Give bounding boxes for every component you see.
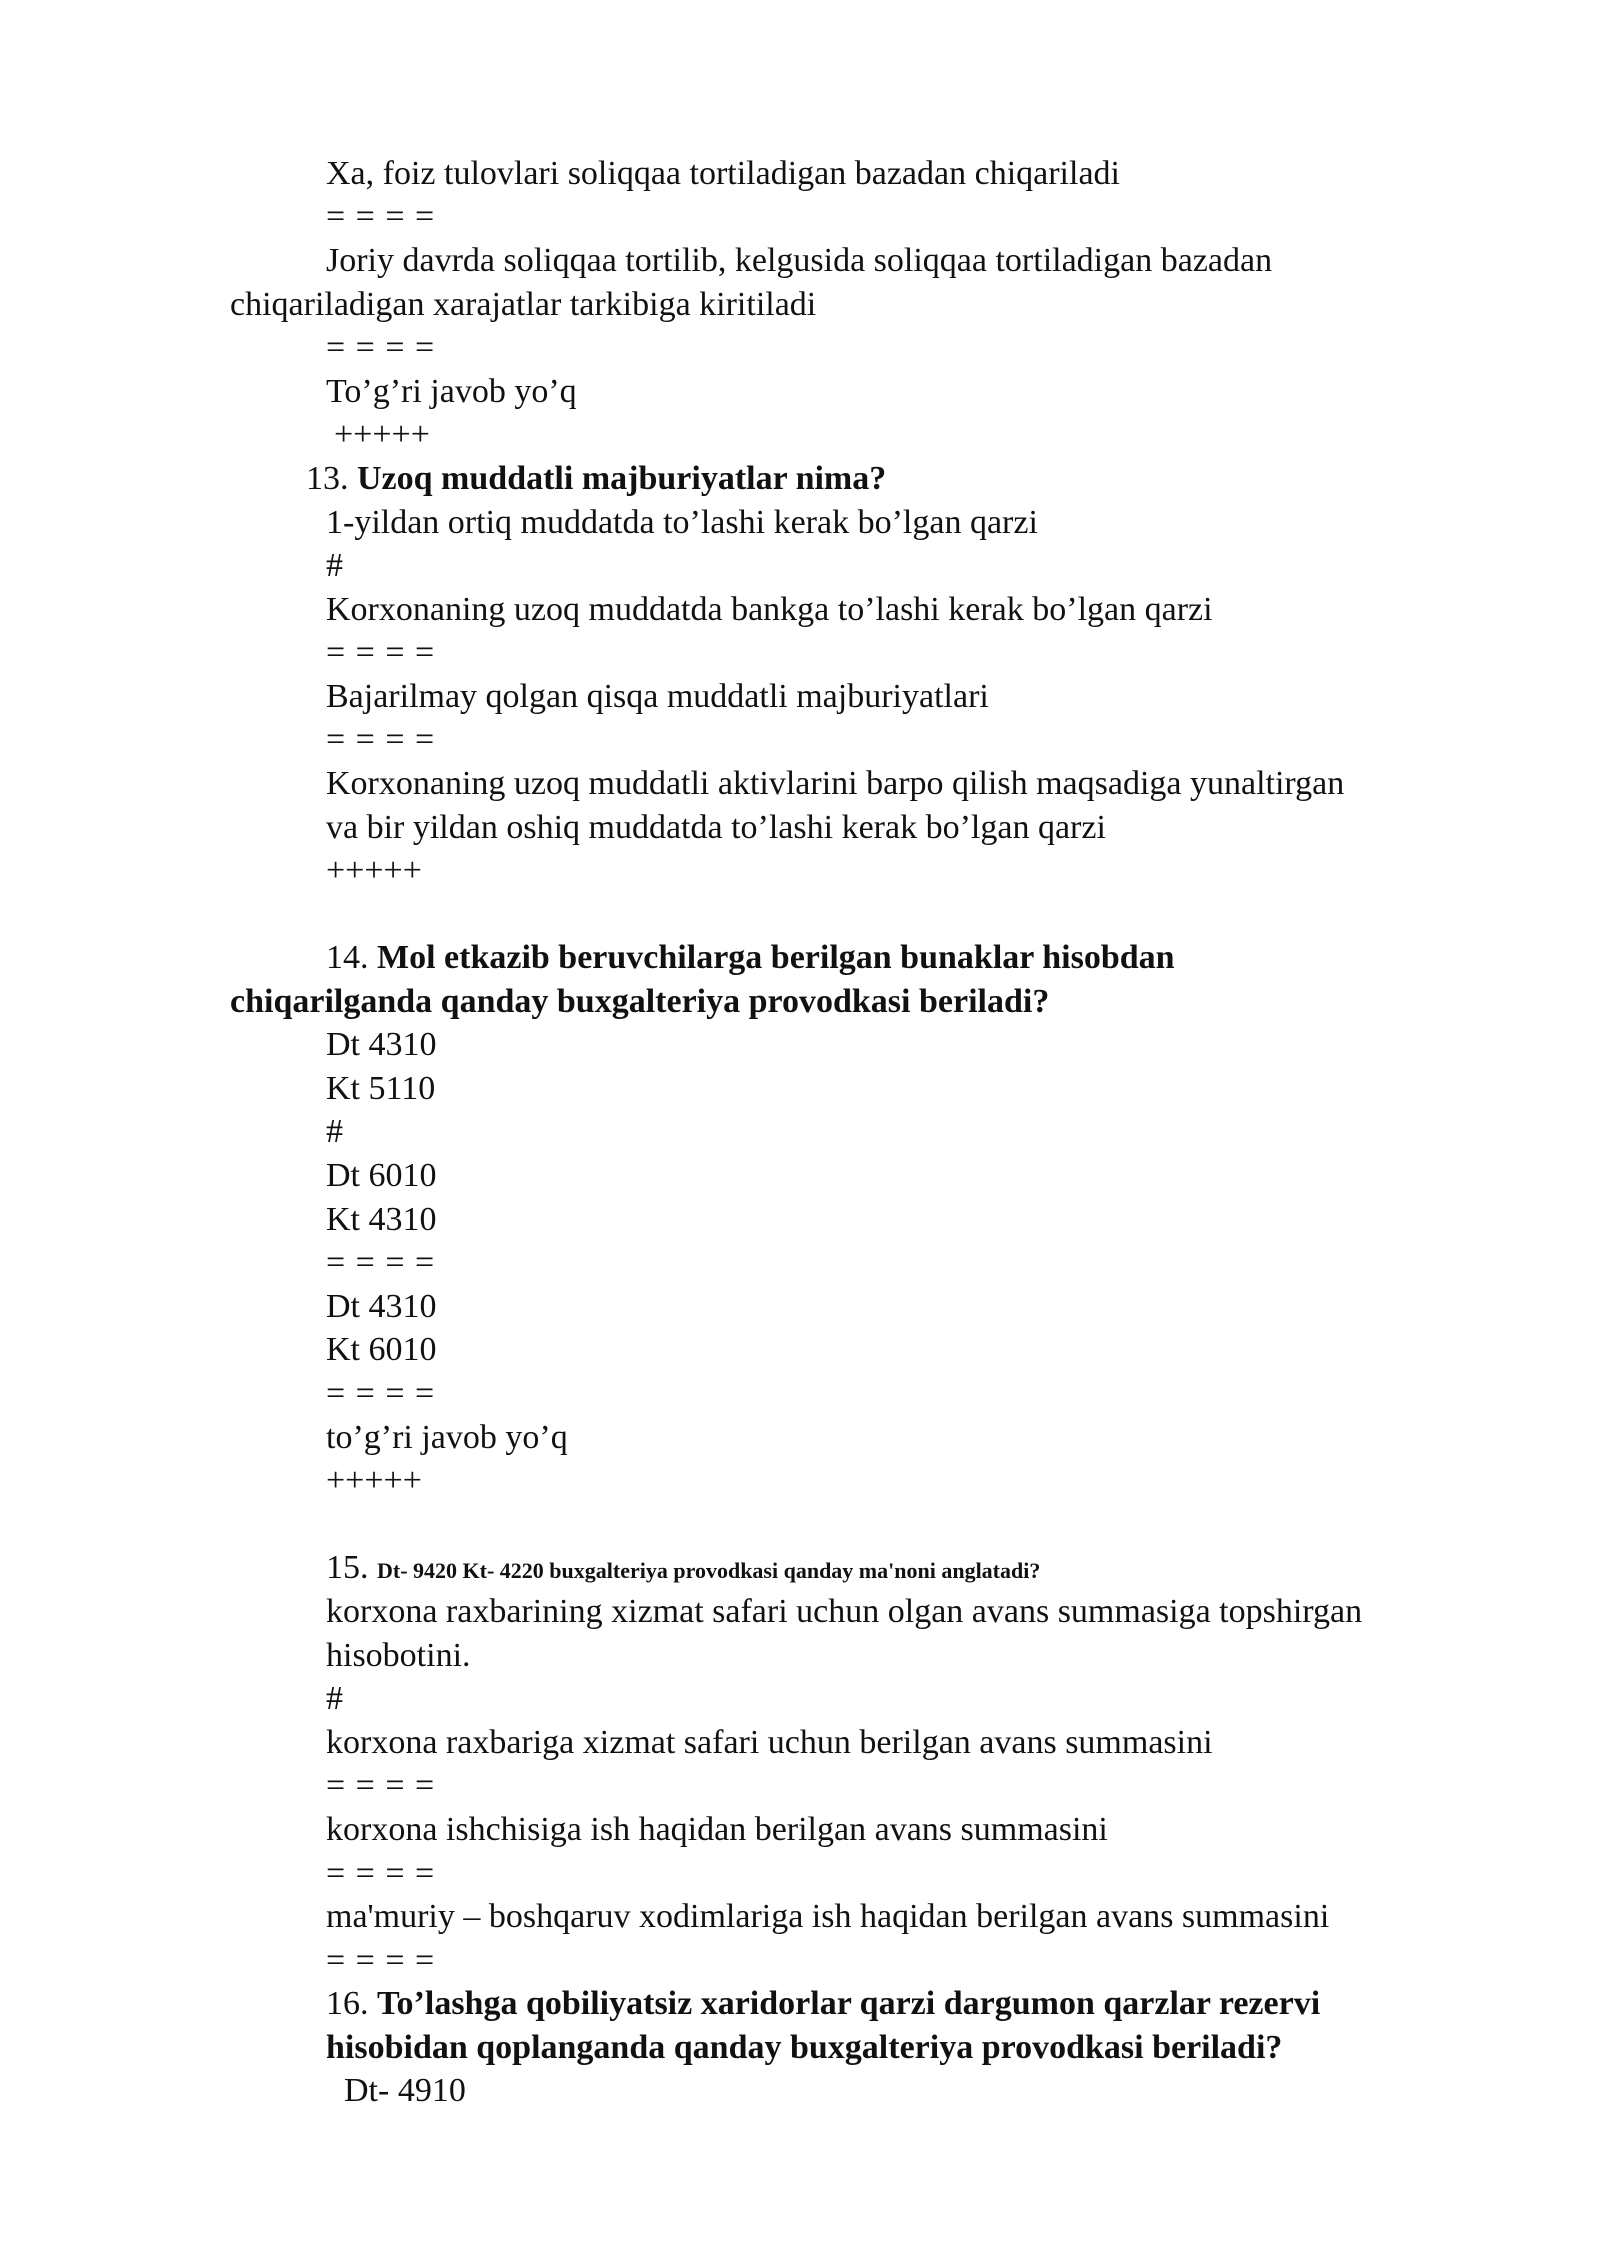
question-text: Mol etkazib beruvchilarga berilgan bunaklar hisobdan: [377, 939, 1175, 976]
question-14-line2: chiqarilganda qanday buxgalteriya provodkasi beriladi?: [230, 983, 1050, 1020]
option-separator: = = = =: [326, 1855, 436, 1892]
option-separator: = = = =: [326, 198, 436, 235]
question-end-marker: +++++: [334, 416, 430, 453]
answer-option-line2: va bir yildan oshiq muddatda to’lashi kerak bo’lgan qarzi: [326, 809, 1106, 846]
answer-correct-line1: korxona raxbarining xizmat safari uchun olgan avans summasiga topshirgan: [326, 1593, 1363, 1630]
answer-option: ma'muriy – boshqaruv xodimlariga ish haqidan berilgan avans summasini: [326, 1898, 1330, 1935]
question-16-line2: hisobidan qoplanganda qanday buxgalteriya provodkasi beriladi?: [326, 2029, 1283, 2066]
option-separator: = = = =: [326, 1244, 436, 1281]
entry-credit: Kt 4310: [326, 1201, 437, 1238]
option-separator: = = = =: [326, 1375, 436, 1412]
question-number: 13.: [306, 460, 349, 497]
correct-marker: #: [326, 547, 343, 584]
answer-option-line2: chiqariladigan xarajatlar tarkibiga kiritiladi: [230, 286, 817, 323]
question-text: To’lashga qobiliyatsiz xaridorlar qarzi dargumon qarzlar rezervi: [377, 1985, 1321, 2022]
question-end-marker: +++++: [326, 852, 422, 889]
option-separator: = = = =: [326, 721, 436, 758]
question-16-line1: [326, 1984, 1320, 2024]
question-text: Uzoq muddatli majburiyatlar nima?: [357, 460, 887, 497]
answer-option-line1: Korxonaning uzoq muddatli aktivlarini barpo qilish maqsadiga yunaltirgan: [326, 765, 1345, 802]
answer-option: Xa, foiz tulovlari soliqqaa tortiladigan bazadan chiqariladi: [326, 155, 1120, 192]
option-separator: = = = =: [326, 1942, 436, 1979]
answer-option: To’g’ri javob yo’q: [326, 373, 577, 410]
question-15: [326, 1548, 1040, 1591]
question-text: Dt- 9420 Kt- 4220 buxgalteriya provodkasi qanday ma'noni anglatadi?: [377, 1558, 1041, 1583]
entry-debit: Dt 4310: [326, 1288, 437, 1325]
question-13: [306, 459, 886, 499]
option-separator: = = = =: [326, 329, 436, 366]
answer-option: korxona raxbariga xizmat safari uchun berilgan avans summasini: [326, 1724, 1213, 1761]
question-number: 16.: [326, 1985, 369, 2022]
question-14-line1: [326, 938, 1175, 978]
answer-option: Korxonaning uzoq muddatda bankga to’lashi kerak bo’lgan qarzi: [326, 591, 1213, 628]
correct-marker: #: [326, 1113, 343, 1150]
entry-debit: Dt 6010: [326, 1157, 437, 1194]
option-separator: = = = =: [326, 634, 436, 671]
answer-option: korxona ishchisiga ish haqidan berilgan avans summasini: [326, 1811, 1108, 1848]
answer-correct: 1-yildan ortiq muddatda to’lashi kerak bo’lgan qarzi: [326, 504, 1038, 541]
question-number: 14.: [326, 939, 369, 976]
entry-credit: Kt 5110: [326, 1070, 436, 1107]
answer-option: to’g’ri javob yo’q: [326, 1419, 568, 1456]
option-separator: = = = =: [326, 1767, 436, 1804]
answer-option: Bajarilmay qolgan qisqa muddatli majburiyatlari: [326, 678, 989, 715]
correct-marker: #: [326, 1680, 343, 1717]
entry-debit: Dt 4310: [326, 1026, 437, 1063]
answer-correct-line2: hisobotini.: [326, 1637, 471, 1674]
entry-debit: Dt- 4910: [344, 2072, 466, 2109]
entry-credit: Kt 6010: [326, 1331, 437, 1368]
answer-option-line1: Joriy davrda soliqqaa tortilib, kelgusida soliqqaa tortiladigan bazadan: [326, 242, 1273, 279]
question-end-marker: +++++: [326, 1462, 422, 1499]
question-number: 15.: [326, 1549, 369, 1586]
